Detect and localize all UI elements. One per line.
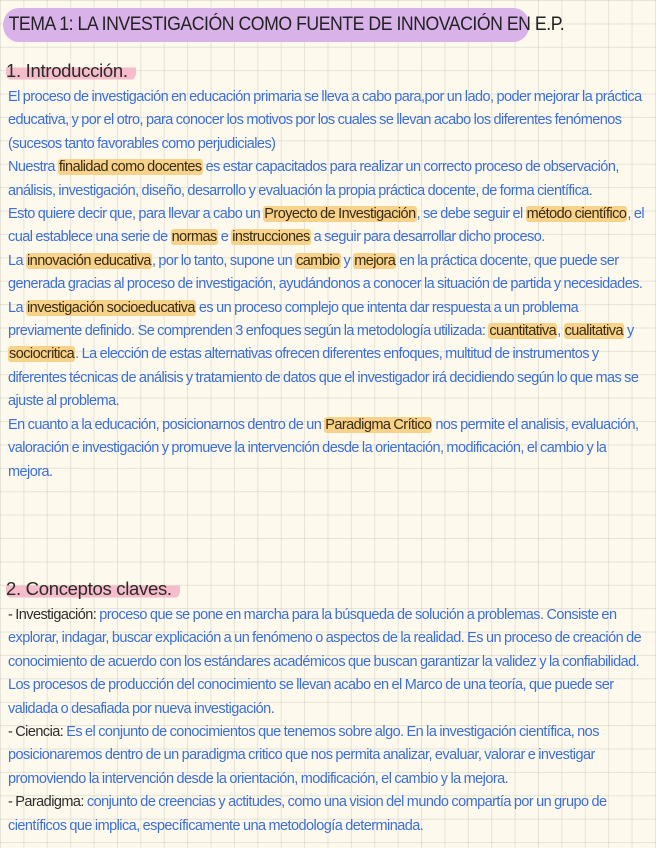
concept-paradigma: - Paradigma: conjunto de creencias y actitudes, como una vision del mundo compartía por un grupo de científicos que implica, específicamente una metodología determinada. bbox=[8, 794, 607, 834]
intro-paragraph-1: El proceso de investigación en educación primaria se lleva a cabo para,por un lado, poder mejorar la práctica educativa, y por el otro, para conocer los motivos por los cuales se llevan acabo los diferentes fenómenos (sucesos tanto favorables como perjudiciales) bbox=[8, 89, 642, 152]
highlight-normas: normas bbox=[171, 229, 217, 246]
intro-paragraph-6: En cuanto a la educación, posicionarnos dentro de un Paradigma Crítico nos permite el analisis, evaluación, valoración e investigación y promueve la intervención desde la orientación, modificación, el cambio y la mejora. bbox=[8, 416, 639, 480]
page-title: TEMA 1: LA INVESTIGACIÓN COMO FUENTE DE INNOVACIÓN EN E.P. bbox=[3, 8, 529, 42]
section-1-heading: 1. Introducción. bbox=[6, 60, 136, 82]
highlight-finalidad: finalidad como docentes bbox=[58, 159, 202, 176]
section-1-body bbox=[8, 86, 648, 484]
highlight-paradigma-critico: Paradigma Crítico bbox=[325, 416, 432, 433]
highlight-innovacion: innovación educativa bbox=[27, 252, 151, 269]
highlight-instrucciones: instrucciones bbox=[232, 229, 310, 246]
term-paradigma: - Paradigma: bbox=[8, 794, 84, 811]
highlight-cambio: cambio bbox=[296, 252, 340, 269]
intro-paragraph-2: Nuestra finalidad como docentes es estar capacitados para realizar un correcto proceso de observación, análisis, investigación, diseño, desarrollo y evaluación la propia práctica docente, de forma científica. bbox=[8, 159, 619, 199]
highlight-metodo: método científico bbox=[526, 206, 627, 223]
intro-paragraph-5: La investigación socioeducativa es un proceso complejo que intenta dar respuesta a un problema previamente definido. Se comprenden 3 enfoques según la metodología utilizada: cuantitativa, cualitativa y sociocritica. La elección de estas alternativas ofrecen diferentes enfoques, multitud de instrumentos y diferentes técnicas de análisis y tratamiento de datos que el investigador irá decidiendo según lo que mas se ajuste al problema. bbox=[8, 299, 639, 410]
highlight-sociocritica: sociocritica bbox=[9, 346, 75, 363]
intro-paragraph-3: Esto quiere decir que, para llevar a cabo un Proyecto de Investigación, se debe seguir el método científico, el cual establece una serie de normas e instrucciones a seguir para desarrollar dicho proceso. bbox=[8, 206, 645, 246]
highlight-cualitativa: cualitativa bbox=[564, 323, 624, 340]
term-ciencia: - Ciencia: bbox=[8, 724, 64, 741]
highlight-proyecto: Proyecto de Investigación bbox=[264, 206, 416, 223]
section-2-heading: 2. Conceptos claves. bbox=[6, 578, 180, 600]
highlight-socioeducativa: investigación socioeducativa bbox=[27, 299, 195, 316]
section-2-body bbox=[8, 604, 648, 838]
intro-paragraph-4: La innovación educativa, por lo tanto, supone un cambio y mejora en la práctica docente, que puede ser generada gracias al proceso de investigación, ayudándonos a conocer la situación de partida y necesidades. bbox=[8, 252, 643, 293]
concept-ciencia: - Ciencia: Es el conjunto de conocimientos que tenemos sobre algo. En la investigación científica, nos posicionaremos dentro de un paradigma critico que nos permita analizar, evaluar, valorar e investigar promoviendo la intervención desde la orientación, modificación, el cambio y la mejora. bbox=[8, 724, 599, 787]
highlight-mejora: mejora bbox=[354, 252, 396, 269]
term-investigacion: - Investigación: bbox=[8, 607, 97, 623]
highlight-cuantitativa: cuantitativa bbox=[489, 323, 557, 340]
concept-investigacion: - Investigación: proceso que se pone en marcha para la búsqueda de solución a problemas. Consiste en explorar, indagar, buscar explicación a un fenómeno o aspectos de la realidad. Es un proceso de creación de conocimiento de acuerdo con los estándares académicos que buscan garantizar la validez y la confiabilidad. Los procesos de producción del conocimiento se llevan acabo en el Marco de una teoría, que puede ser validada o desafiada por nueva investigación. bbox=[8, 607, 642, 717]
